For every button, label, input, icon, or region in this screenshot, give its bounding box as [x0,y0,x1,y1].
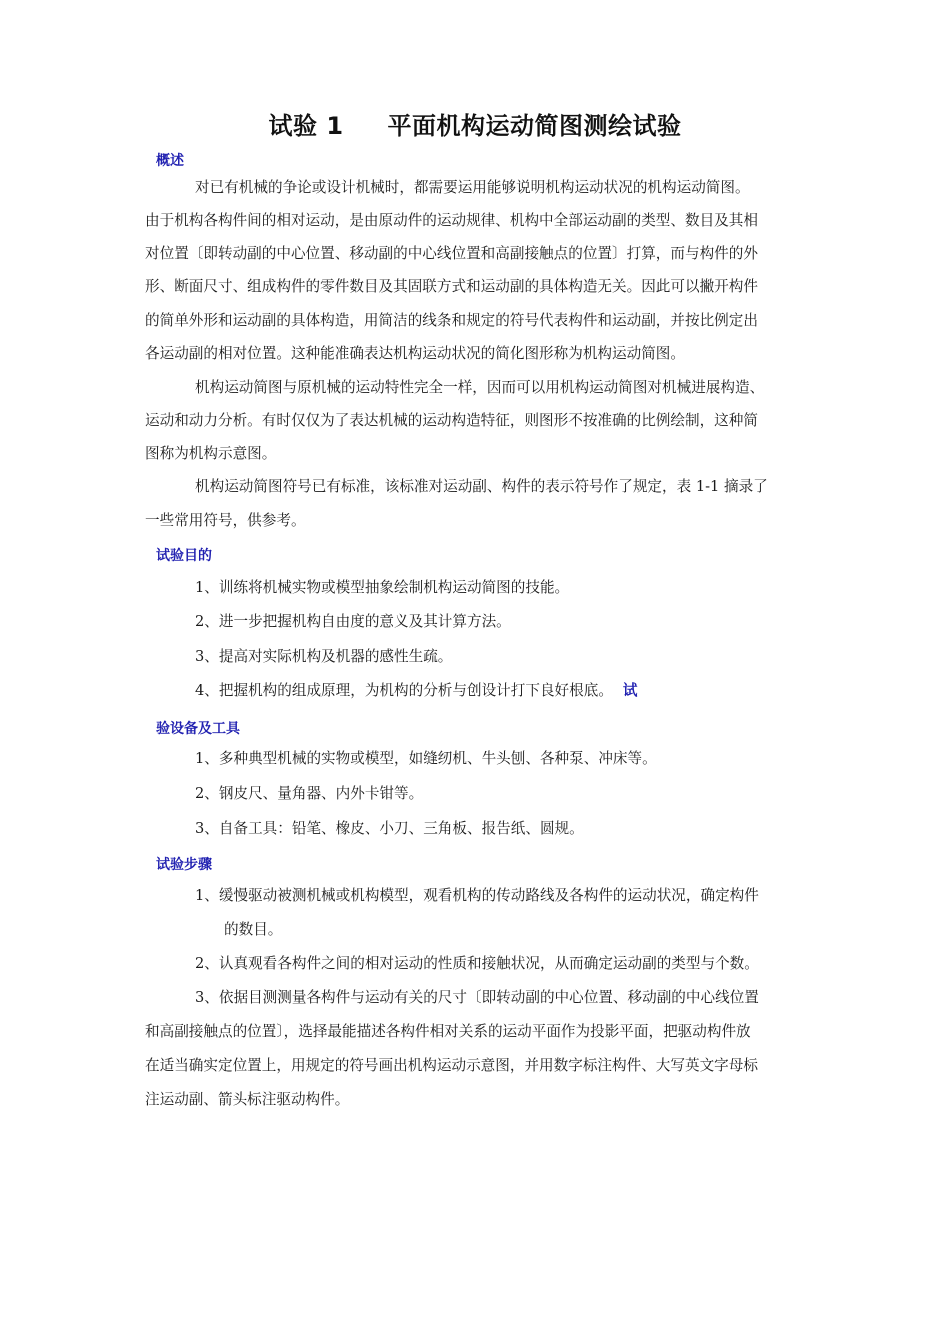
paragraph-line: 一些常用符号，供参考。 [145,512,306,529]
paragraph-line: 机构运动简图符号已有标准，该标准对运动副、构件的表示符号作了规定，表 1-1 摘录了 [195,478,768,495]
list-item: 2、进一步把握机构自由度的意义及其计算方法。 [195,613,511,630]
paragraph-line: 在适当确实定位置上，用规定的符号画出机构运动示意图，并用数字标注构件、大写英文字母标 [145,1057,758,1074]
list-item: 2、钢皮尺、量角器、内外卡钳等。 [195,785,424,802]
section-heading-equipment: 验设备及工具 [156,721,240,737]
list-item-with-trailing-heading [195,681,638,701]
list-item: 1、训练将机械实物或模型抽象绘制机构运动简图的技能。 [195,579,570,596]
section-heading-steps: 试验步骤 [156,857,212,873]
list-item: 3、自备工具：铅笔、橡皮、小刀、三角板、报告纸、圆规。 [195,820,584,837]
paragraph-line: 和高副接触点的位置〕，选择最能描述各构件相对关系的运动平面作为投影平面，把驱动构件放 [145,1023,751,1040]
title-main: 平面机构运动简图测绘试验 [387,112,682,140]
section-heading-purpose: 试验目的 [156,548,212,564]
paragraph-line: 由于机构各构件间的相对运动，是由原动件的运动规律、机构中全部运动副的类型、数目及其相 [145,212,758,229]
list-item: 1、多种典型机械的实物或模型，如缝纫机、牛头刨、各种泵、冲床等。 [195,750,657,767]
paragraph-line: 各运动副的相对位置。这种能准确表达机构运动状况的简化图形称为机构运动简图。 [145,345,685,362]
list-item: 2、认真观看各构件之间的相对运动的性质和接触状况，从而确定运动副的类型与个数。 [195,955,759,972]
title-prefix: 试验 1 [268,112,344,140]
section-heading-equipment-start: 试 [622,682,638,699]
paragraph-line: 图称为机构示意图。 [145,445,277,462]
paragraph-line: 的简单外形和运动副的具体构造，用简洁的线条和规定的符号代表构件和运动副，并按比例定出 [145,312,758,329]
section-heading-overview: 概述 [156,153,184,169]
list-item: 3、提高对实际机构及机器的感性生疏。 [195,648,453,665]
paragraph-line: 对位置〔即转动副的中心位置、移动副的中心线位置和高副接触点的位置〕打算，而与构件的外 [145,245,758,262]
paragraph-line: 对已有机械的争论或设计机械时，都需要运用能够说明机构运动状况的机构运动简图。 [195,179,750,196]
list-item: 1、缓慢驱动被测机械或机构模型，观看机构的传动路线及各构件的运动状况，确定构件 [195,887,759,904]
list-item: 3、依据目测测量各构件与运动有关的尺寸〔即转动副的中心位置、移动副的中心线位置 [195,989,759,1006]
paragraph-line: 注运动副、箭头标注驱动构件。 [145,1091,350,1108]
paragraph-line: 机构运动简图与原机械的运动特性完全一样，因而可以用机构运动简图对机械进展构造、 [195,379,765,396]
paragraph-line: 运动和动力分析。有时仅仅为了表达机械的运动构造特征，则图形不按准确的比例绘制，这种简 [145,412,758,429]
list-item-continuation: 的数目。 [224,921,283,938]
list-item-text: 4、把握机构的组成原理，为机构的分析与创设计打下良好根底。 [195,682,613,699]
paragraph-line: 形、断面尺寸、组成构件的零件数目及其固联方式和运动副的具体构造无关。因此可以撇开构件 [145,278,758,295]
page-title [0,106,950,141]
